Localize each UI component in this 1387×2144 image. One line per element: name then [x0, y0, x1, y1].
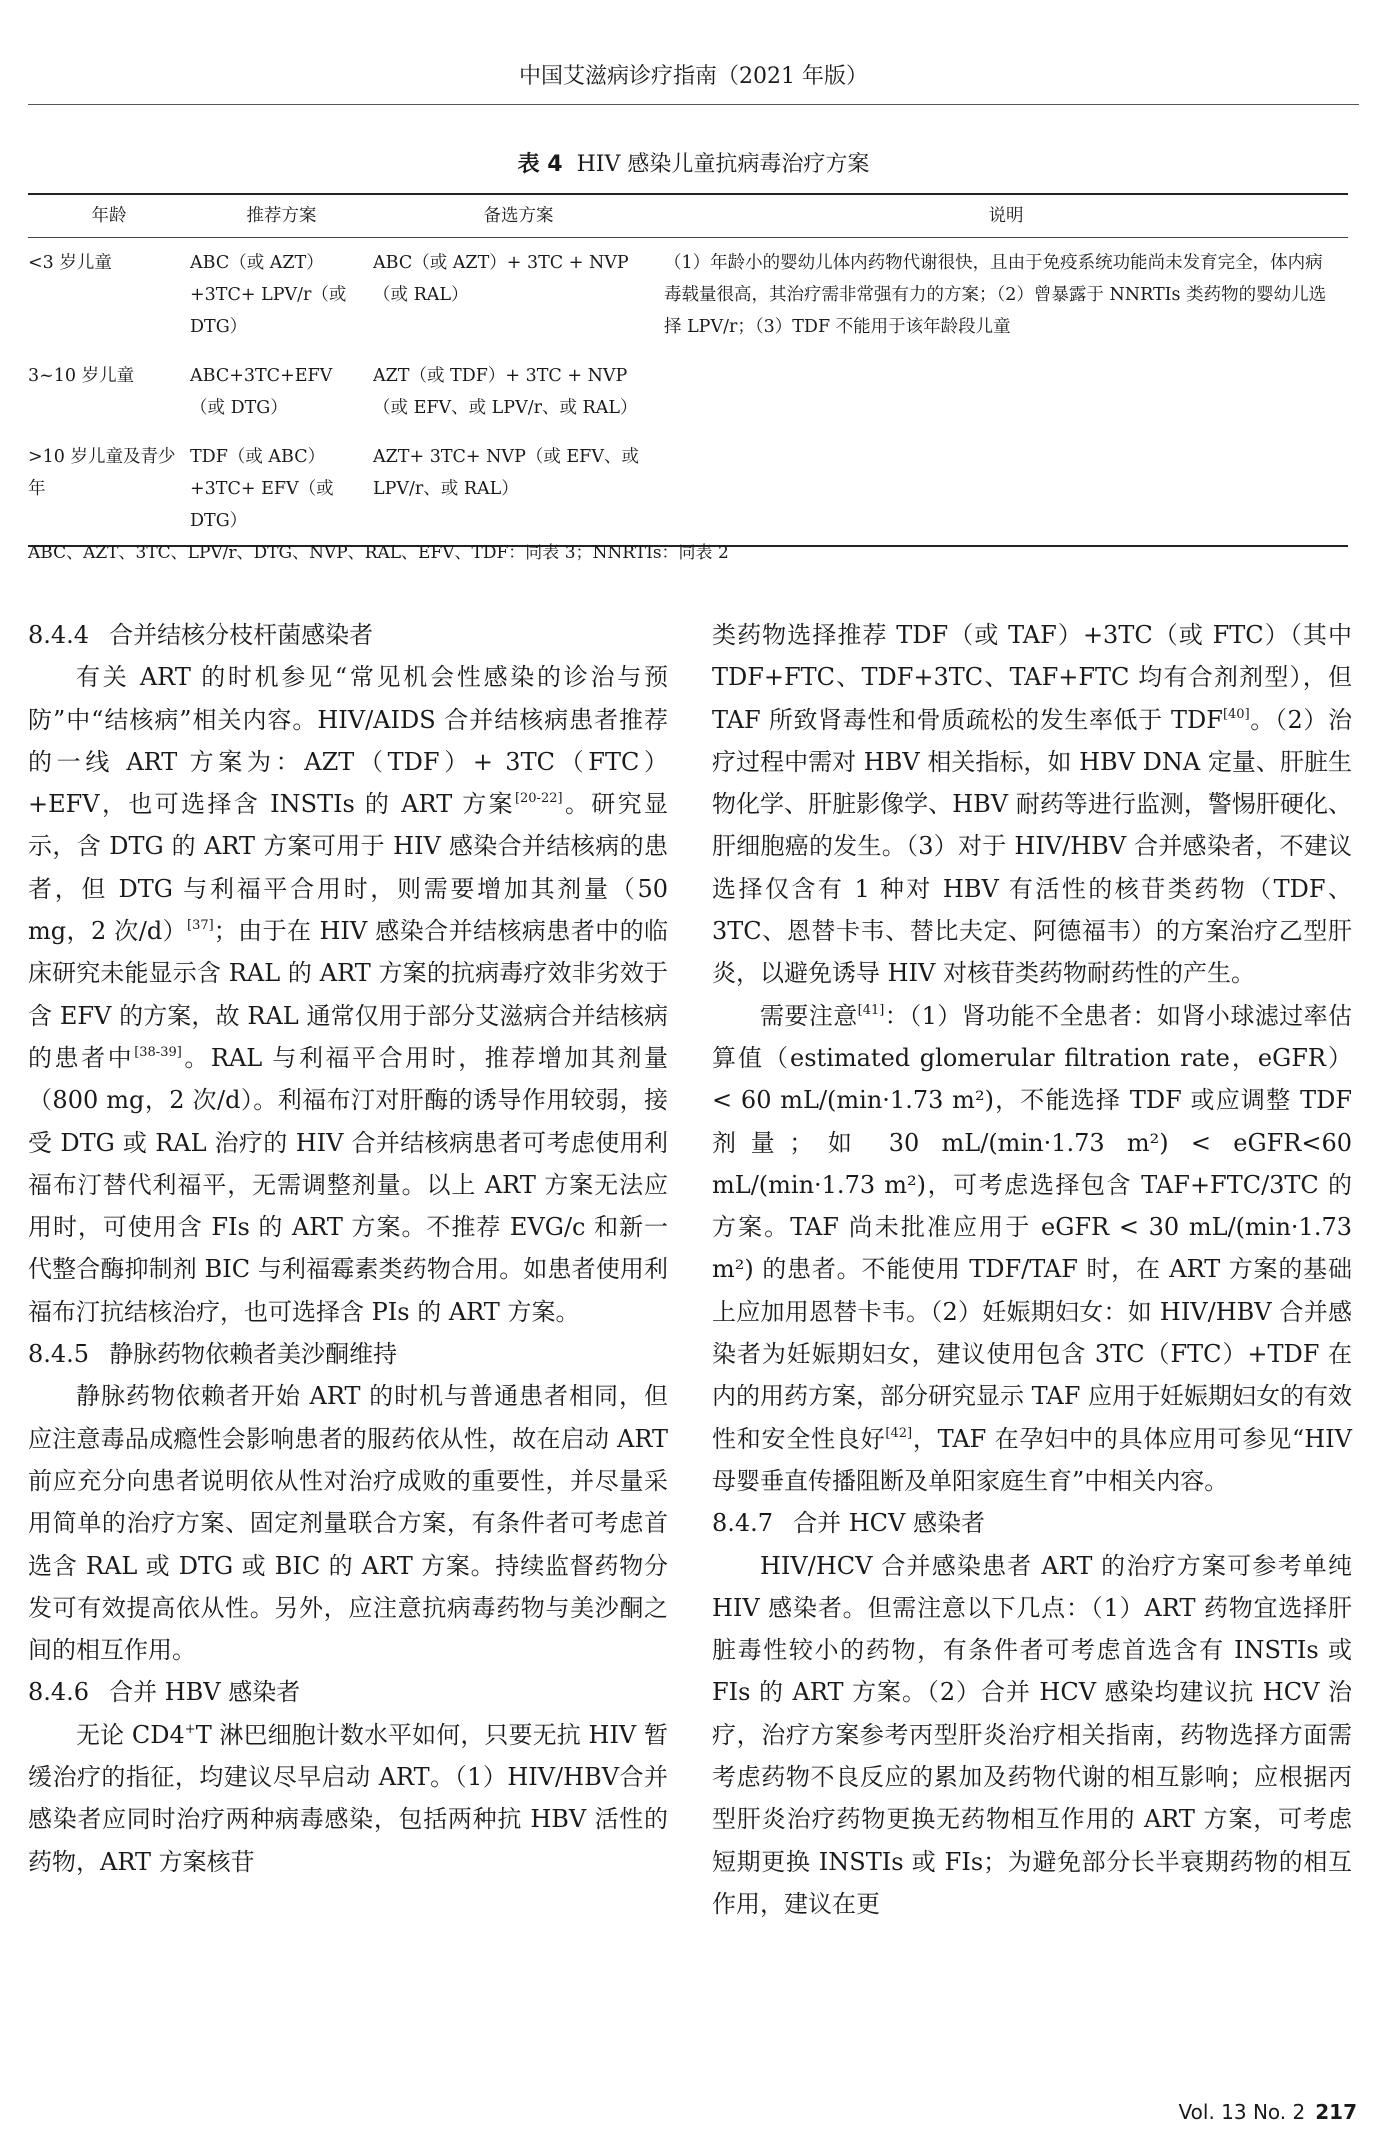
table-caption [0, 150, 1387, 180]
page-footer [1179, 2100, 1357, 2124]
section-title: 合并结核分枝杆菌感染者 [109, 621, 374, 649]
note-cell: （1）年龄小的婴幼儿体内药物代谢很快，且由于免疫系统功能尚未发育完全，体内病毒载量很高，其治疗需非常强有力的方案；（2）曾暴露于 NNRTIs 类药物的婴幼儿选择 LPV/r；（3）TDF 不能用于该年龄段儿童 [664, 253, 1327, 337]
note-cell [664, 351, 1348, 432]
text-run: ：（1）肾功能不全患者：如肾小球滤过率估算值（estimated glomerular filtration rate，eGFR）< 60 mL/(min·1.73 m²)，不能选择 TDF 或应调整 TDF 剂量；如 30 mL/(min·1.73 m²) < eGFR<60 mL/(min·1.73 m²)，可考虑选择包含 TAF+FTC/3TC 的方案。TAF 尚未批准应用于 eGFR < 30 mL/(min·1.73 m²) 的患者。不能使用 TDF/TAF 时，在 ART 方案的基础上应加用恩替卡韦。（2）妊娠期妇女：如 HIV/HBV 合并感染者为妊娠期妇女，建议使用包含 3TC（FTC）+TDF 在内的用药方案，部分研究显示 TAF 应用于妊娠期妇女的有效性和安全性良好 [712, 1001, 1352, 1453]
paragraph: 静脉药物依赖者开始 ART 的时机与普通患者相同，但应注意毒品成瘾性会影响患者的服药依从性，故在启动 ART 前应充分向患者说明依从性对治疗成败的重要性，并尽量采用简单的治疗方案、固定剂量联合方案，有条件者可考虑首选含 RAL 或 DTG 或 BIC 的 ART 方案。持续监督药物分发可有效提高依从性。另外，应注意抗病毒药物与美沙酮之间的相互作用。 [28, 1382, 668, 1665]
text-run: 有关 ART 的时机参见“常见机会性感染的诊治与预防”中“结核病”相关内容。HIV/AIDS 合并结核病患者推荐的一线 ART 方案为：AZT（TDF）+ 3TC（FTC）+EFV，也可选择含 INSTIs 的 ART 方案 [28, 663, 668, 819]
paragraph [712, 995, 1352, 1503]
column-header-notes: 说明 [664, 194, 1348, 238]
table-title: HIV 感染儿童抗病毒治疗方案 [576, 152, 870, 177]
citation: [20-22] [514, 791, 563, 807]
note-cell [664, 432, 1348, 546]
section-heading-8-4-7 [712, 1502, 1352, 1544]
page-number: 217 [1315, 2100, 1357, 2124]
section-number: 8.4.4 [28, 621, 90, 649]
section-heading-8-4-6 [28, 1671, 668, 1713]
text-run: 类药物选择推荐 TDF（或 TAF）+3TC（或 FTC）（其中 TDF+FTC、TDF+3TC、TAF+FTC 均有合剂剂型），但 TAF 所致肾毒性和骨质疏松的发生率低于 TDF [712, 621, 1352, 734]
age-cell: 3~10 岁儿童 [28, 366, 135, 386]
citation: [41] [857, 1002, 885, 1018]
column-header-age: 年龄 [28, 194, 190, 238]
section-number: 8.4.6 [28, 1678, 90, 1707]
alternative-cell: AZT（或 TDF）+ 3TC + NVP（或 EFV、或 LPV/r、或 RAL） [373, 366, 638, 418]
paragraph [28, 656, 668, 1333]
text-run: ，TAF 在孕妇中的具体应用可参见“HIV 母婴垂直传播阻断及单阳家庭生育”中相关内容。 [712, 1424, 1352, 1495]
citation: [42] [885, 1425, 913, 1441]
table-row [28, 238, 1348, 352]
alternative-cell: ABC（或 AZT）+ 3TC + NVP（或 RAL） [373, 253, 629, 305]
table-number: 表 4 [517, 152, 563, 177]
section-heading-8-4-5 [28, 1333, 668, 1375]
section-title: 静脉药物依赖者美沙酮维持 [109, 1340, 398, 1369]
age-cell: >10 岁儿童及青少年 [28, 432, 190, 546]
table-header-row [28, 194, 1348, 238]
citation: [38-39] [134, 1044, 182, 1060]
running-header [28, 60, 1359, 105]
citation: [37] [187, 918, 214, 934]
table-row [28, 432, 1348, 546]
text-run: 。RAL 与利福平合用时，推荐增加其剂量（800 mg，2 次/d）。利福布汀对肝酶的诱导作用较弱，接受 DTG 或 RAL 治疗的 HIV 合并结核病患者可考虑使用利福布汀替代利福平，无需调整剂量。以上 ART 方案无法应用时，可使用含 FIs 的 ART 方案。不推荐 EVG/c 和新一代整合酶抑制剂 BIC 与利福霉素类药物合用。如患者使用利福布汀抗结核治疗，也可选择含 PIs 的 ART 方案。 [28, 1043, 669, 1326]
section-title: 合并 HCV 感染者 [793, 1509, 985, 1538]
paragraph [28, 1714, 668, 1883]
alternative-cell: AZT+ 3TC+ NVP（或 EFV、或 LPV/r、或 RAL） [373, 432, 664, 546]
column-header-recommended: 推荐方案 [190, 194, 373, 238]
recommended-cell: TDF（或 ABC）+3TC+ EFV（或 DTG） [190, 432, 373, 546]
table-row [28, 351, 1348, 432]
volume-issue: Vol. 13 No. 2 [1178, 2100, 1306, 2124]
table-footnote: ABC、AZT、3TC、LPV/r、DTG、NVP、RAL、EFV、TDF：同表 3；NNRTIs：同表 2 [28, 543, 729, 563]
paragraph-continued [712, 614, 1352, 995]
journal-header-title: 中国艾滋病诊疗指南（2021 年版） [519, 64, 868, 89]
text-run: 。（2）治疗过程中需对 HBV 相关指标，如 HBV DNA 定量、肝脏生物化学、肝脏影像学、HBV 耐药等进行监测，警惕肝硬化、肝细胞癌的发生。（3）对于 HIV/HBV 合并感染者，不建议选择仅含有 1 种对 HBV 有活性的核苷类药物（TDF、3TC、恩替卡韦、替比夫定、阿德福韦）的方案治疗乙型肝炎，以避免诱导 HIV 对核苷类药物耐药性的产生。 [712, 705, 1352, 988]
text-run: 需要注意 [760, 1001, 858, 1030]
section-number: 8.4.7 [712, 1509, 774, 1538]
recommended-cell: ABC+3TC+EFV（或 DTG） [190, 366, 333, 418]
section-number: 8.4.5 [28, 1340, 90, 1369]
text-run: T 淋巴细胞计数水平如何，只要无抗 HIV 暂缓治疗的指征，均建议尽早启动 ART。（1）HIV/HBV合并感染者应同时治疗两种病毒感染，包括两种抗 HBV 活性的药物，ART 方案核苷 [28, 1720, 668, 1876]
regimen-table [28, 193, 1348, 547]
section-heading-8-4-4 [28, 614, 668, 656]
text-run: 无论 CD4 [76, 1720, 185, 1749]
age-cell: <3 岁儿童 [28, 253, 112, 273]
left-column [28, 614, 668, 1883]
paragraph: HIV/HCV 合并感染患者 ART 的治疗方案可参考单纯 HIV 感染者。但需注意以下几点：（1）ART 药物宜选择肝脏毒性较小的药物，有条件者可考虑首选含有 INSTIs 或 FIs 的 ART 方案。（2）合并 HCV 感染均建议抗 HCV 治疗，治疗方案参考丙型肝炎治疗相关指南，药物选择方面需考虑药物不良反应的累加及药物代谢的相互影响；应根据丙型肝炎治疗药物更换无药物相互作用的 ART 方案，可考虑短期更换 INSTIs 或 FIs；为避免部分长半衰期药物的相互作用，建议在更 [712, 1551, 1352, 1918]
text-run: 。研究显示，含 DTG 的 ART 方案可用于 HIV 感染合并结核病的患者，但 DTG 与利福平合用时，则需要增加其剂量（50 mg，2 次/d） [28, 790, 669, 946]
text-run: ；由于在 HIV 感染合并结核病患者中的临床研究未能显示含 RAL 的 ART 方案的抗病毒疗效非劣效于含 EFV 的方案，故 RAL 通常仅用于部分艾滋病合并结核病的患者中 [28, 917, 669, 1072]
column-header-alternative: 备选方案 [373, 194, 664, 238]
superscript: + [184, 1721, 196, 1737]
section-title: 合并 HBV 感染者 [109, 1678, 301, 1707]
citation: [40] [1222, 706, 1250, 722]
right-column [712, 614, 1352, 1925]
recommended-cell: ABC（或 AZT）+3TC+ LPV/r（或 DTG） [190, 253, 347, 337]
